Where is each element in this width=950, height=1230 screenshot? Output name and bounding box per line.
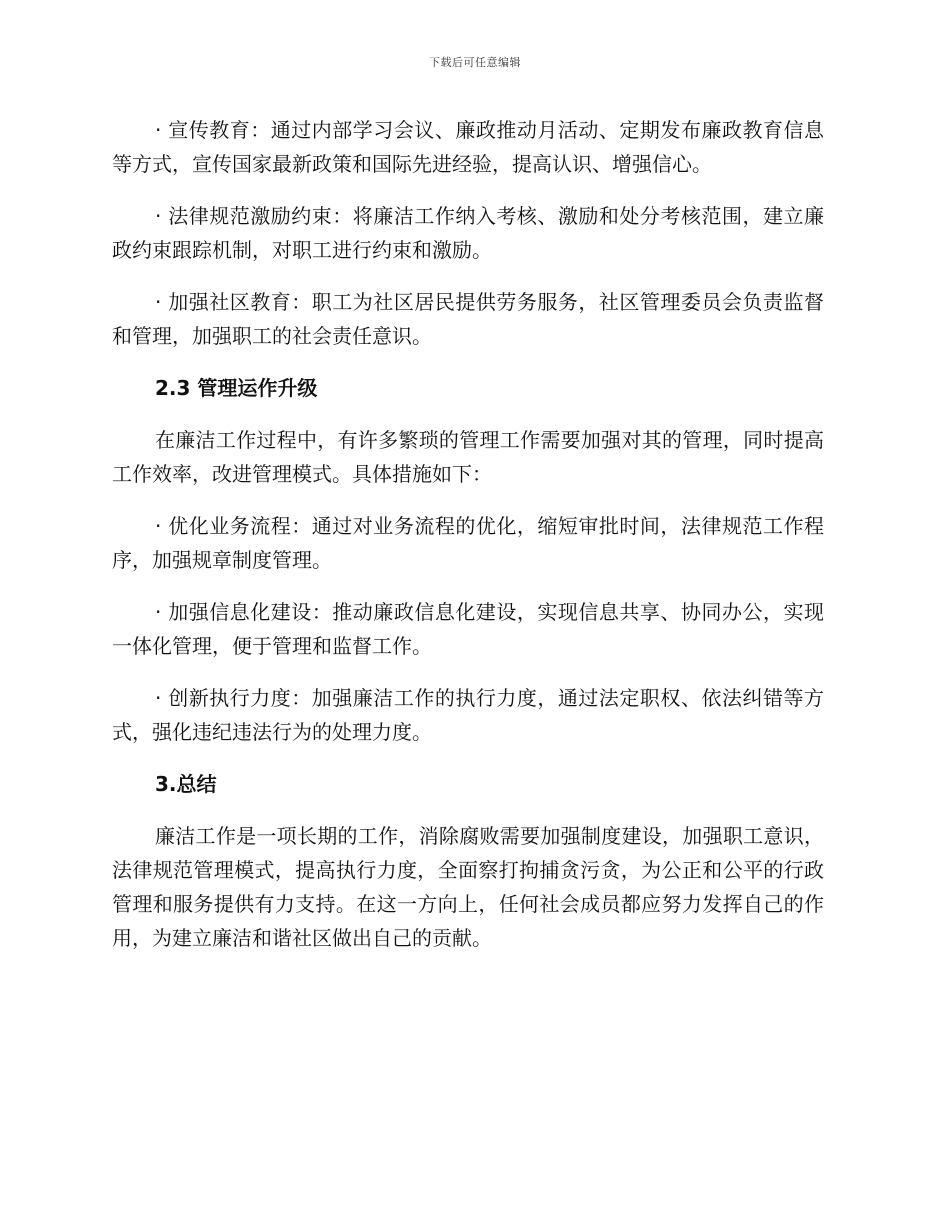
bullet-legal-incentive-constraint: · 法律规范激励约束：将廉洁工作纳入考核、激励和处分考核范围，建立廉政约束跟踪机制，对职工进行约束和激励。 bbox=[112, 204, 824, 262]
document-body bbox=[112, 113, 824, 973]
bullet-community-education: · 加强社区教育：职工为社区居民提供劳务服务，社区管理委员会负责监督和管理，加强职工的社会责任意识。 bbox=[112, 290, 824, 348]
section-2-3-intro: 在廉洁工作过程中，有许多繁琐的管理工作需要加强对其的管理，同时提高工作效率，改进管理模式。具体措施如下： bbox=[112, 428, 824, 486]
bullet-publicity-education: · 宣传教育：通过内部学习会议、廉政推动月活动、定期发布廉政教育信息等方式，宣传国家最新政策和国际先进经验，提高认识、增强信心。 bbox=[112, 118, 824, 176]
page-header: 下载后可任意编辑 bbox=[429, 56, 521, 69]
bullet-optimize-process: · 优化业务流程：通过对业务流程的优化，缩短审批时间，法律规范工作程序，加强规章制度管理。 bbox=[112, 514, 824, 572]
bullet-execution: · 创新执行力度：加强廉洁工作的执行力度，通过法定职权、依法纠错等方式，强化违纪违法行为的处理力度。 bbox=[112, 686, 824, 744]
section-heading-3: 3.总结 bbox=[155, 772, 217, 796]
bullet-informatization: · 加强信息化建设：推动廉政信息化建设，实现信息共享、协同办公，实现一体化管理，便于管理和监督工作。 bbox=[112, 600, 824, 658]
section-heading-2-3: 2.3 管理运作升级 bbox=[155, 376, 318, 400]
summary-paragraph: 廉洁工作是一项长期的工作，消除腐败需要加强制度建设，加强职工意识，法律规范管理模式，提高执行力度，全面察打拘捕贪污贪，为公正和公平的行政管理和服务提供有力支持。在这一方向上，任何社会成员都应努力发挥自己的作用，为建立廉洁和谐社区做出自己的贡献。 bbox=[112, 824, 824, 950]
